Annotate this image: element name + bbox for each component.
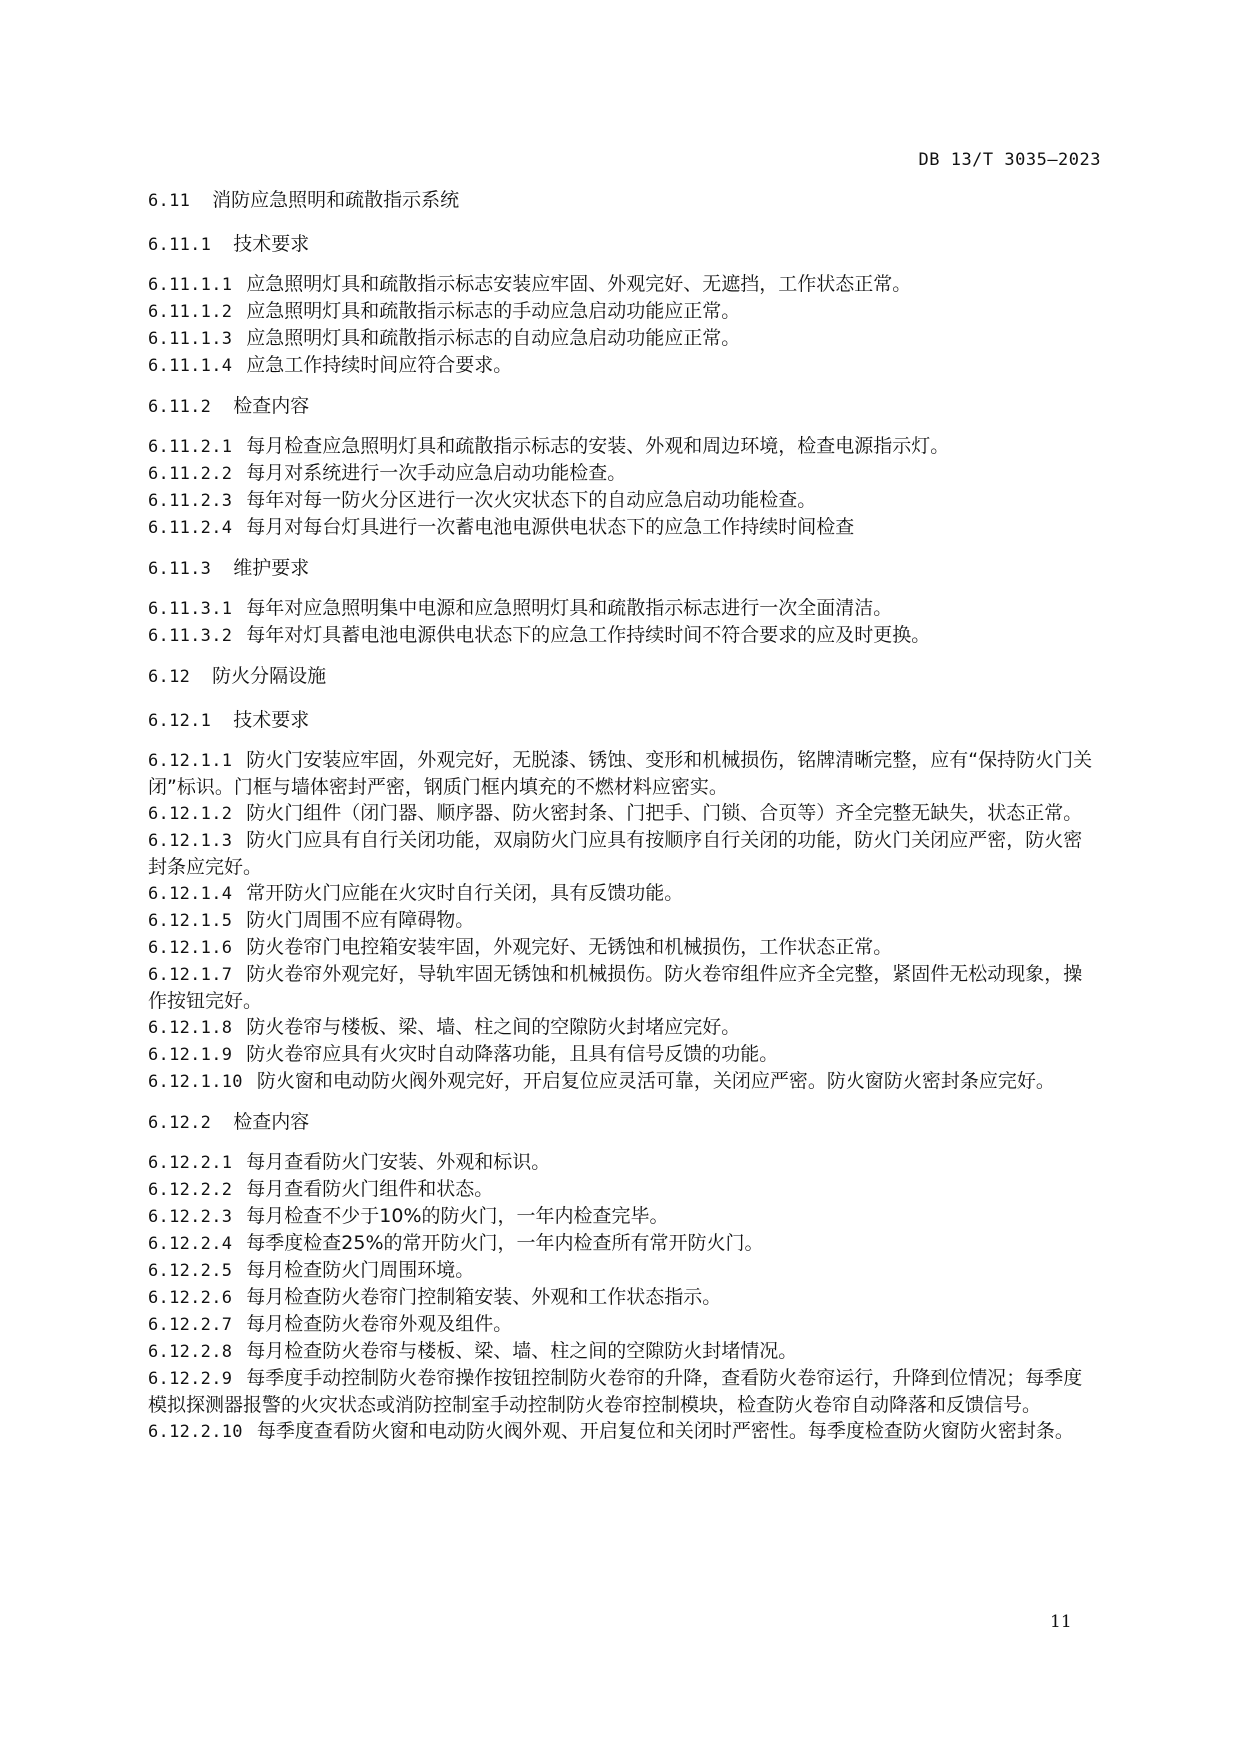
page-number: 11 (1050, 1612, 1072, 1632)
subsection-heading: 6.12.1 技术要求 (148, 709, 310, 731)
clause: 6.12.1.9 防火卷帘应具有火灾时自动降落功能，且具有信号反馈的功能。 (148, 1043, 779, 1065)
clause: 6.11.2.4 每月对每台灯具进行一次蓄电池电源供电状态下的应急工作持续时间检查 (148, 516, 855, 538)
document-body (148, 187, 1096, 1445)
clause: 6.11.2.1 每月检查应急照明灯具和疏散指示标志的安装、外观和周边环境，检查电源指示灯。 (148, 435, 950, 457)
clause: 6.11.1.3 应急照明灯具和疏散指示标志的自动应急启动功能应正常。 (148, 327, 741, 349)
clause: 6.11.1.1 应急照明灯具和疏散指示标志安装应牢固、外观完好、无遮挡，工作状态正常。 (148, 273, 912, 295)
clause: 6.12.2.2 每月查看防火门组件和状态。 (148, 1178, 494, 1200)
clause: 6.12.1.10 防火窗和电动防火阀外观完好，开启复位应灵活可靠，关闭应严密。防火窗防火密封条应完好。 (148, 1070, 1055, 1092)
clause: 6.12.2.6 每月检查防火卷帘门控制箱安装、外观和工作状态指示。 (148, 1286, 722, 1308)
clause: 6.12.1.8 防火卷帘与楼板、梁、墙、柱之间的空隙防火封堵应完好。 (148, 1016, 741, 1038)
clause: 6.11.1.2 应急照明灯具和疏散指示标志的手动应急启动功能应正常。 (148, 300, 741, 322)
clause: 6.12.1.4 常开防火门应能在火灾时自行关闭，具有反馈功能。 (148, 882, 684, 904)
subsection-heading: 6.11.3 维护要求 (148, 557, 310, 579)
subsection-heading: 6.12.2 检查内容 (148, 1111, 310, 1133)
subsection-heading: 6.11.2 检查内容 (148, 395, 310, 417)
clause: 6.12.2.7 每月检查防火卷帘外观及组件。 (148, 1313, 513, 1335)
clause: 6.12.1.1 防火门安装应牢固，外观完好，无脱漆、锈蚀、变形和机械损伤，铭牌清晰完整，应有“保持防火门关闭”标识。门框与墙体密封严密，钢质门框内填充的不燃材料应密实。 (148, 749, 1093, 798)
clause: 6.12.1.7 防火卷帘外观完好，导轨牢固无锈蚀和机械损伤。防火卷帘组件应齐全完整，紧固件无松动现象，操作按钮完好。 (148, 963, 1083, 1012)
clause: 6.11.3.2 每年对灯具蓄电池电源供电状态下的应急工作持续时间不符合要求的应及时更换。 (148, 624, 931, 646)
clause: 6.12.2.3 每月检查不少于10%的防火门，一年内检查完毕。 (148, 1205, 669, 1227)
section-heading: 6.12 防火分隔设施 (148, 665, 327, 687)
clause: 6.11.2.3 每年对每一防火分区进行一次火灾状态下的自动应急启动功能检查。 (148, 489, 817, 511)
subsection-heading: 6.11.1 技术要求 (148, 233, 310, 255)
clause: 6.12.1.6 防火卷帘门电控箱安装牢固，外观完好、无锈蚀和机械损伤，工作状态正常。 (148, 936, 893, 958)
clause: 6.12.2.9 每季度手动控制防火卷帘操作按钮控制防火卷帘的升降，查看防火卷帘运行，升降到位情况；每季度模拟探测器报警的火灾状态或消防控制室手动控制防火卷帘控制模块，检查防火卷帘自动降落和反馈信号。 (148, 1367, 1083, 1416)
clause: 6.12.2.4 每季度检查25%的常开防火门，一年内检查所有常开防火门。 (148, 1232, 764, 1254)
clause: 6.12.1.3 防火门应具有自行关闭功能，双扇防火门应具有按顺序自行关闭的功能，防火门关闭应严密，防火密封条应完好。 (148, 829, 1083, 878)
clause: 6.12.2.8 每月检查防火卷帘与楼板、梁、墙、柱之间的空隙防火封堵情况。 (148, 1340, 798, 1362)
section-heading: 6.11 消防应急照明和疏散指示系统 (148, 189, 460, 211)
clause: 6.11.1.4 应急工作持续时间应符合要求。 (148, 354, 513, 376)
clause: 6.12.2.1 每月查看防火门安装、外观和标识。 (148, 1151, 551, 1173)
clause: 6.12.2.10 每季度查看防火窗和电动防火阀外观、开启复位和关闭时严密性。每季度检查防火窗防火密封条。 (148, 1420, 1074, 1442)
clause: 6.11.2.2 每月对系统进行一次手动应急启动功能检查。 (148, 462, 627, 484)
clause: 6.12.2.5 每月检查防火门周围环境。 (148, 1259, 475, 1281)
clause: 6.12.1.2 防火门组件（闭门器、顺序器、防火密封条、门把手、门锁、合页等）齐全完整无缺失，状态正常。 (148, 802, 1083, 824)
standard-number: DB 13/T 3035—2023 (918, 150, 1101, 170)
clause: 6.11.3.1 每年对应急照明集中电源和应急照明灯具和疏散指示标志进行一次全面清洁。 (148, 597, 893, 619)
clause: 6.12.1.5 防火门周围不应有障碍物。 (148, 909, 475, 931)
